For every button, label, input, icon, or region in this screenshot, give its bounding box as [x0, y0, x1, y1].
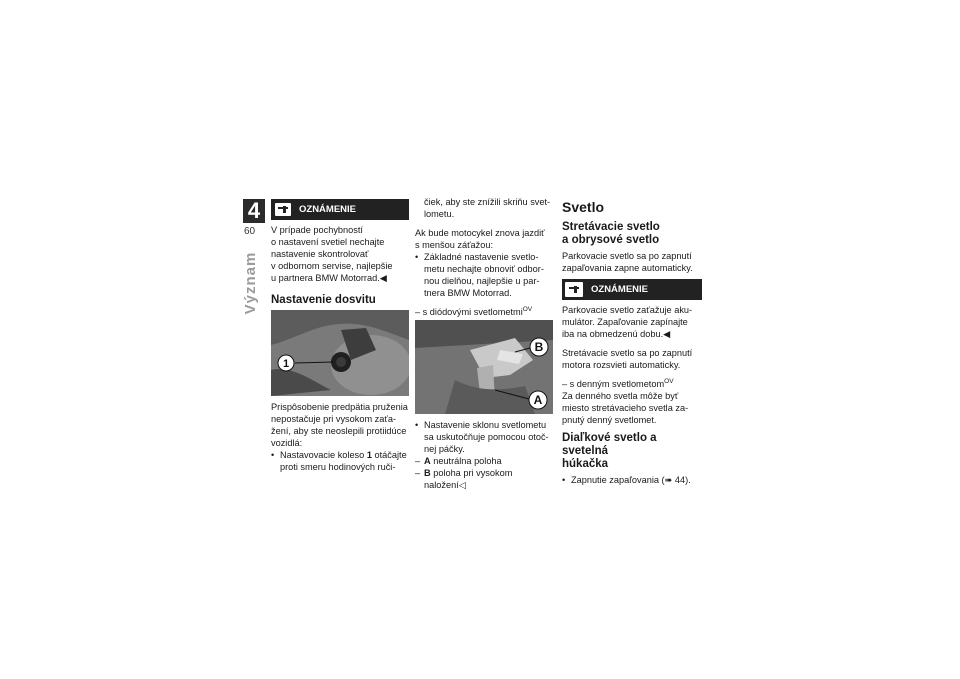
notice-banner: [562, 279, 702, 300]
continued-text: čiek, aby ste znížili skriňu svet- lometu.: [424, 197, 551, 219]
list-item: • Nastavenie sklonu svetlometu sa uskutočňuje pomocou otoč- nej páčky.: [415, 420, 549, 454]
page-title: Svetlo: [562, 199, 605, 215]
notice-text: V prípade pochybností o nastavení svetiel nechajte nastavenie skontrolovať v odbornom servise, najlepšie u partnera BMW Motorrad.◀: [271, 225, 393, 283]
column-3: [562, 199, 702, 486]
photo-callout-a: A: [533, 393, 543, 407]
body-text: Prispôsobenie predpätia pruženia nepostačuje pri vysokom zaťa- žení, aby ste neoslepili protiidúce vozidlá:: [271, 402, 408, 448]
variant-led: – s diódovými svetlometmi$^{OV}$: [415, 305, 533, 317]
section-heading: Nastavenie dosvitu: [271, 294, 376, 306]
headlight-lever-photo: [415, 320, 553, 414]
body-text: Za denného svetla môže byť miesto stretávacieho svetla za- pnutý denný svetlomet.: [562, 391, 689, 425]
list-item: • Nastavovacie koleso 1 otáčajte proti smeru hodinových ruči-: [271, 450, 407, 472]
wrench-icon: [275, 203, 291, 216]
chapter-number: 4: [243, 199, 265, 223]
notice-banner: [271, 199, 409, 220]
list-item: • Zapnutie zapaľovania (➠ 44).: [562, 475, 691, 485]
variant-drl: – s denným svetlometom$^{OV}$: [562, 377, 674, 389]
column-2: [415, 196, 553, 491]
page-reference-arrow-icon: ➠: [664, 475, 673, 485]
page-number: 60: [244, 226, 256, 237]
headlight-adjust-photo: [271, 310, 409, 396]
photo-callout-1: 1: [282, 358, 290, 370]
wrench-icon: [565, 282, 583, 297]
notice-label: OZNÁMENIE: [299, 203, 356, 215]
body-text: Stretávacie svetlo sa po zapnutí motora rozsvieti automaticky.: [562, 348, 693, 370]
subsection-heading: Diaľkové svetlo a svetelná húkačka: [562, 432, 657, 470]
intro-text: Ak bude motocykel znova jazdiť s menšou záťažou:: [415, 228, 545, 250]
notice-label: OZNÁMENIE: [591, 283, 648, 295]
chapter-side-label: Význam: [241, 251, 259, 315]
list-item: – B poloha pri vysokom naložení◁: [415, 468, 513, 490]
list-item: – A neutrálna poloha: [415, 456, 502, 466]
body-text: Parkovacie svetlo sa po zapnutí zapaľovania zapne automaticky.: [562, 251, 693, 273]
subsection-heading: Stretávacie svetlo a obrysové svetlo: [562, 221, 660, 246]
photo-callout-b: B: [534, 340, 544, 354]
column-1: [271, 199, 409, 473]
list-item: • Základné nastavenie svetlo- metu nechajte obnoviť odbor- nou dielňou, najlepšie u par- tnera BMW Motorrad.: [415, 252, 544, 298]
notice-text: Parkovacie svetlo zaťažuje aku- mulátor. Zapaľovanie zapínajte iba na obmedzenú dobu.◀: [562, 305, 693, 339]
